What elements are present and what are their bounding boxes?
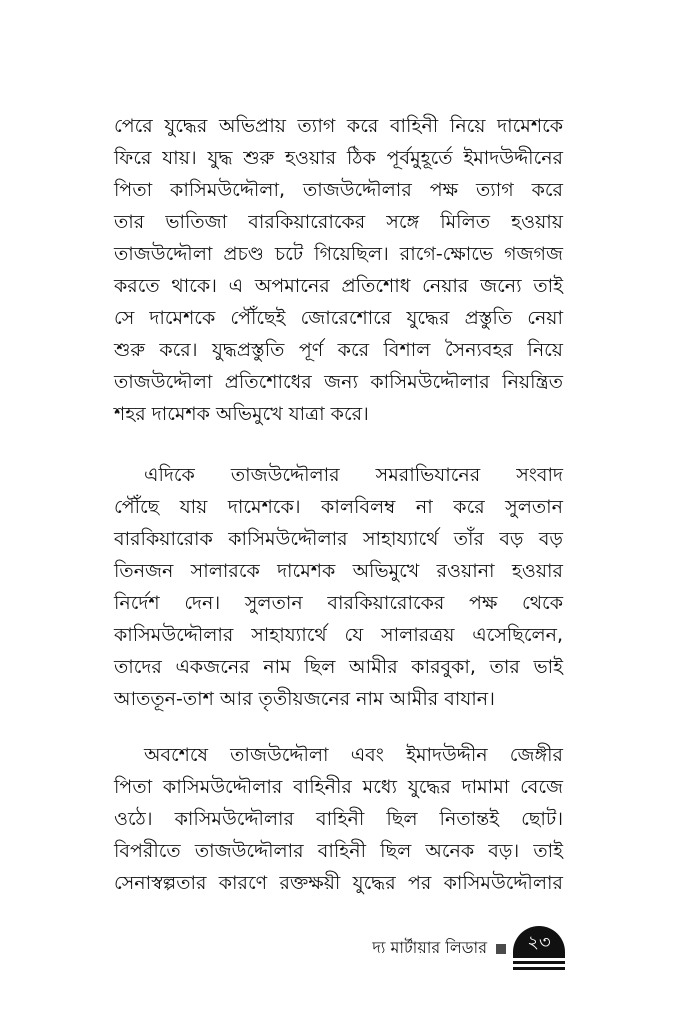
book-title: দ্য মার্টায়ার লিডার xyxy=(372,938,487,957)
text-line: এদিকে তাজউদ্দৌলার সমরাভিযানের সংবাদ xyxy=(144,464,563,486)
badge-underline xyxy=(513,967,565,970)
text-line: পিতা কাসিমউদ্দৌলা, তাজউদ্দৌলার পক্ষ ত্যাগ করে xyxy=(114,179,563,201)
text-line: করতে থাকে। এ অপমানের প্রতিশোধ নেয়ার জন্যে তাই xyxy=(114,275,563,297)
text-line: বারকিয়ারোক কাসিমউদ্দৌলার সাহায্যার্থে তাঁর বড় বড় xyxy=(114,528,563,550)
square-icon xyxy=(496,944,506,954)
text-line: তিনজন সালারকে দামেশক অভিমুখে রওয়ানা হওয়ার xyxy=(114,560,563,582)
text-line: শুরু করে। যুদ্ধপ্রস্তুতি পূর্ণ করে বিশাল সৈন্যবহর নিয়ে xyxy=(114,339,563,361)
text-line: অবশেষে তাজউদ্দৌলা এবং ইমাদউদ্দীন জেঙ্গীর xyxy=(144,744,563,766)
text-line: তাজউদ্দৌলা প্রতিশোধের জন্য কাসিমউদ্দৌলার নিয়ন্ত্রিত xyxy=(114,371,563,393)
text-line: ওঠে। কাসিমউদ্দৌলার বাহিনী ছিল নিতান্তই ছোট। xyxy=(114,808,563,830)
text-line: সে দামেশকে পৌঁছেই জোরেশোরে যুদ্ধের প্রস্তুতি নেয়া xyxy=(114,307,563,329)
text-line: ফিরে যায়। যুদ্ধ শুরু হওয়ার ঠিক পূর্বমুহূর্তে ইমাদউদ্দীনের xyxy=(114,147,563,169)
badge-underline xyxy=(513,961,565,964)
text-line: বিপরীতে তাজউদ্দৌলার বাহিনী ছিল অনেক বড়। তাই xyxy=(114,840,563,862)
text-line: কাসিমউদ্দৌলার সাহায্যার্থে যে সালারত্রয় এসেছিলেন, xyxy=(114,624,563,646)
text-line: আততূন-তাশ আর তৃতীয়জনের নাম আমীর বাযান। xyxy=(114,688,495,710)
text-line: পৌঁছে যায় দামেশকে। কালবিলম্ব না করে সুলতান xyxy=(114,496,563,518)
page-number: ২৩ xyxy=(513,926,565,958)
text-line: পেরে যুদ্ধের অভিপ্রায় ত্যাগ করে বাহিনী নিয়ে দামেশকে xyxy=(114,115,563,137)
text-line: সেনাস্বল্পতার কারণে রক্তক্ষয়ী যুদ্ধের পর কাসিমউদ্দৌলার xyxy=(114,872,563,894)
paragraph-1 xyxy=(114,110,563,430)
text-line: শহর দামেশক অভিমুখে যাত্রা করে। xyxy=(114,403,369,425)
text-line: তার ভাতিজা বারকিয়ারোকের সঙ্গে মিলিত হওয়ায় xyxy=(114,211,563,233)
text-line: নির্দেশ দেন। সুলতান বারকিয়ারোকের পক্ষ থেকে xyxy=(114,592,563,614)
paragraph-3 xyxy=(114,739,563,899)
page-footer xyxy=(300,922,565,974)
paragraph-2 xyxy=(114,459,563,715)
text-line: তাজউদ্দৌলা প্রচণ্ড চটে গিয়েছিল। রাগে-ক্ষোভে গজগজ xyxy=(114,243,563,265)
text-line: তাদের একজনের নাম ছিল আমীর কারবুকা, তার ভাই xyxy=(114,656,563,678)
text-line: পিতা কাসিমউদ্দৌলার বাহিনীর মধ্যে যুদ্ধের দামামা বেজে xyxy=(114,776,563,798)
